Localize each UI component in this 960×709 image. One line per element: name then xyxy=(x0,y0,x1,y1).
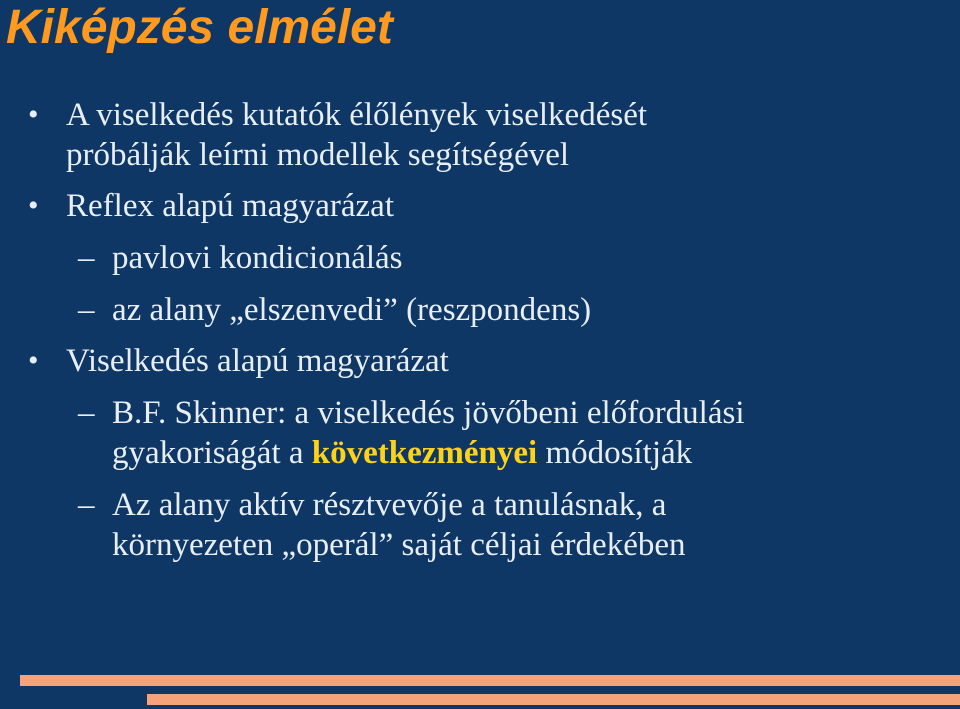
bullet-item xyxy=(0,95,766,175)
bullet-text: A viselkedés kutatók élőlények viselkedését próbálják leírni modellek segítségével xyxy=(66,97,648,173)
dash-marker: – xyxy=(78,487,95,523)
sub-bullet-item xyxy=(0,393,882,473)
bullet-marker: • xyxy=(28,189,39,222)
bullet-text: Reflex alapú magyarázat xyxy=(66,188,394,224)
bullet-text: módosítják xyxy=(537,435,693,471)
sub-bullet-item xyxy=(0,485,812,565)
highlighted-term: következményei xyxy=(311,435,538,471)
slide-title: Kiképzés elmélet xyxy=(6,1,393,54)
bullet-text: Viselkedés alapú magyarázat xyxy=(66,343,449,379)
bullet-text: Az alany aktív résztvevője a tanulásnak, a környezeten „operál” saját céljai érdekében xyxy=(112,487,686,563)
bullet-text: B.F. Skinner: a viselkedés jövőbeni előfordulási gyakoriságát a xyxy=(112,395,745,471)
bullet-marker: • xyxy=(28,344,39,377)
dash-marker: – xyxy=(78,292,95,328)
bullet-marker: • xyxy=(28,98,39,131)
bullet-text: pavlovi kondicionálás xyxy=(112,240,403,276)
sub-bullet-item xyxy=(0,238,960,278)
bullet-item xyxy=(0,341,960,381)
decorative-stripe-bottom xyxy=(147,694,960,705)
dash-marker: – xyxy=(78,395,95,431)
dash-marker: – xyxy=(78,240,95,276)
bullet-item xyxy=(0,186,960,226)
bullet-text: az alany „elszenvedi” (reszpondens) xyxy=(112,292,592,328)
sub-bullet-item xyxy=(0,290,960,330)
bullet-list xyxy=(0,84,960,565)
decorative-stripe-top xyxy=(20,675,960,686)
